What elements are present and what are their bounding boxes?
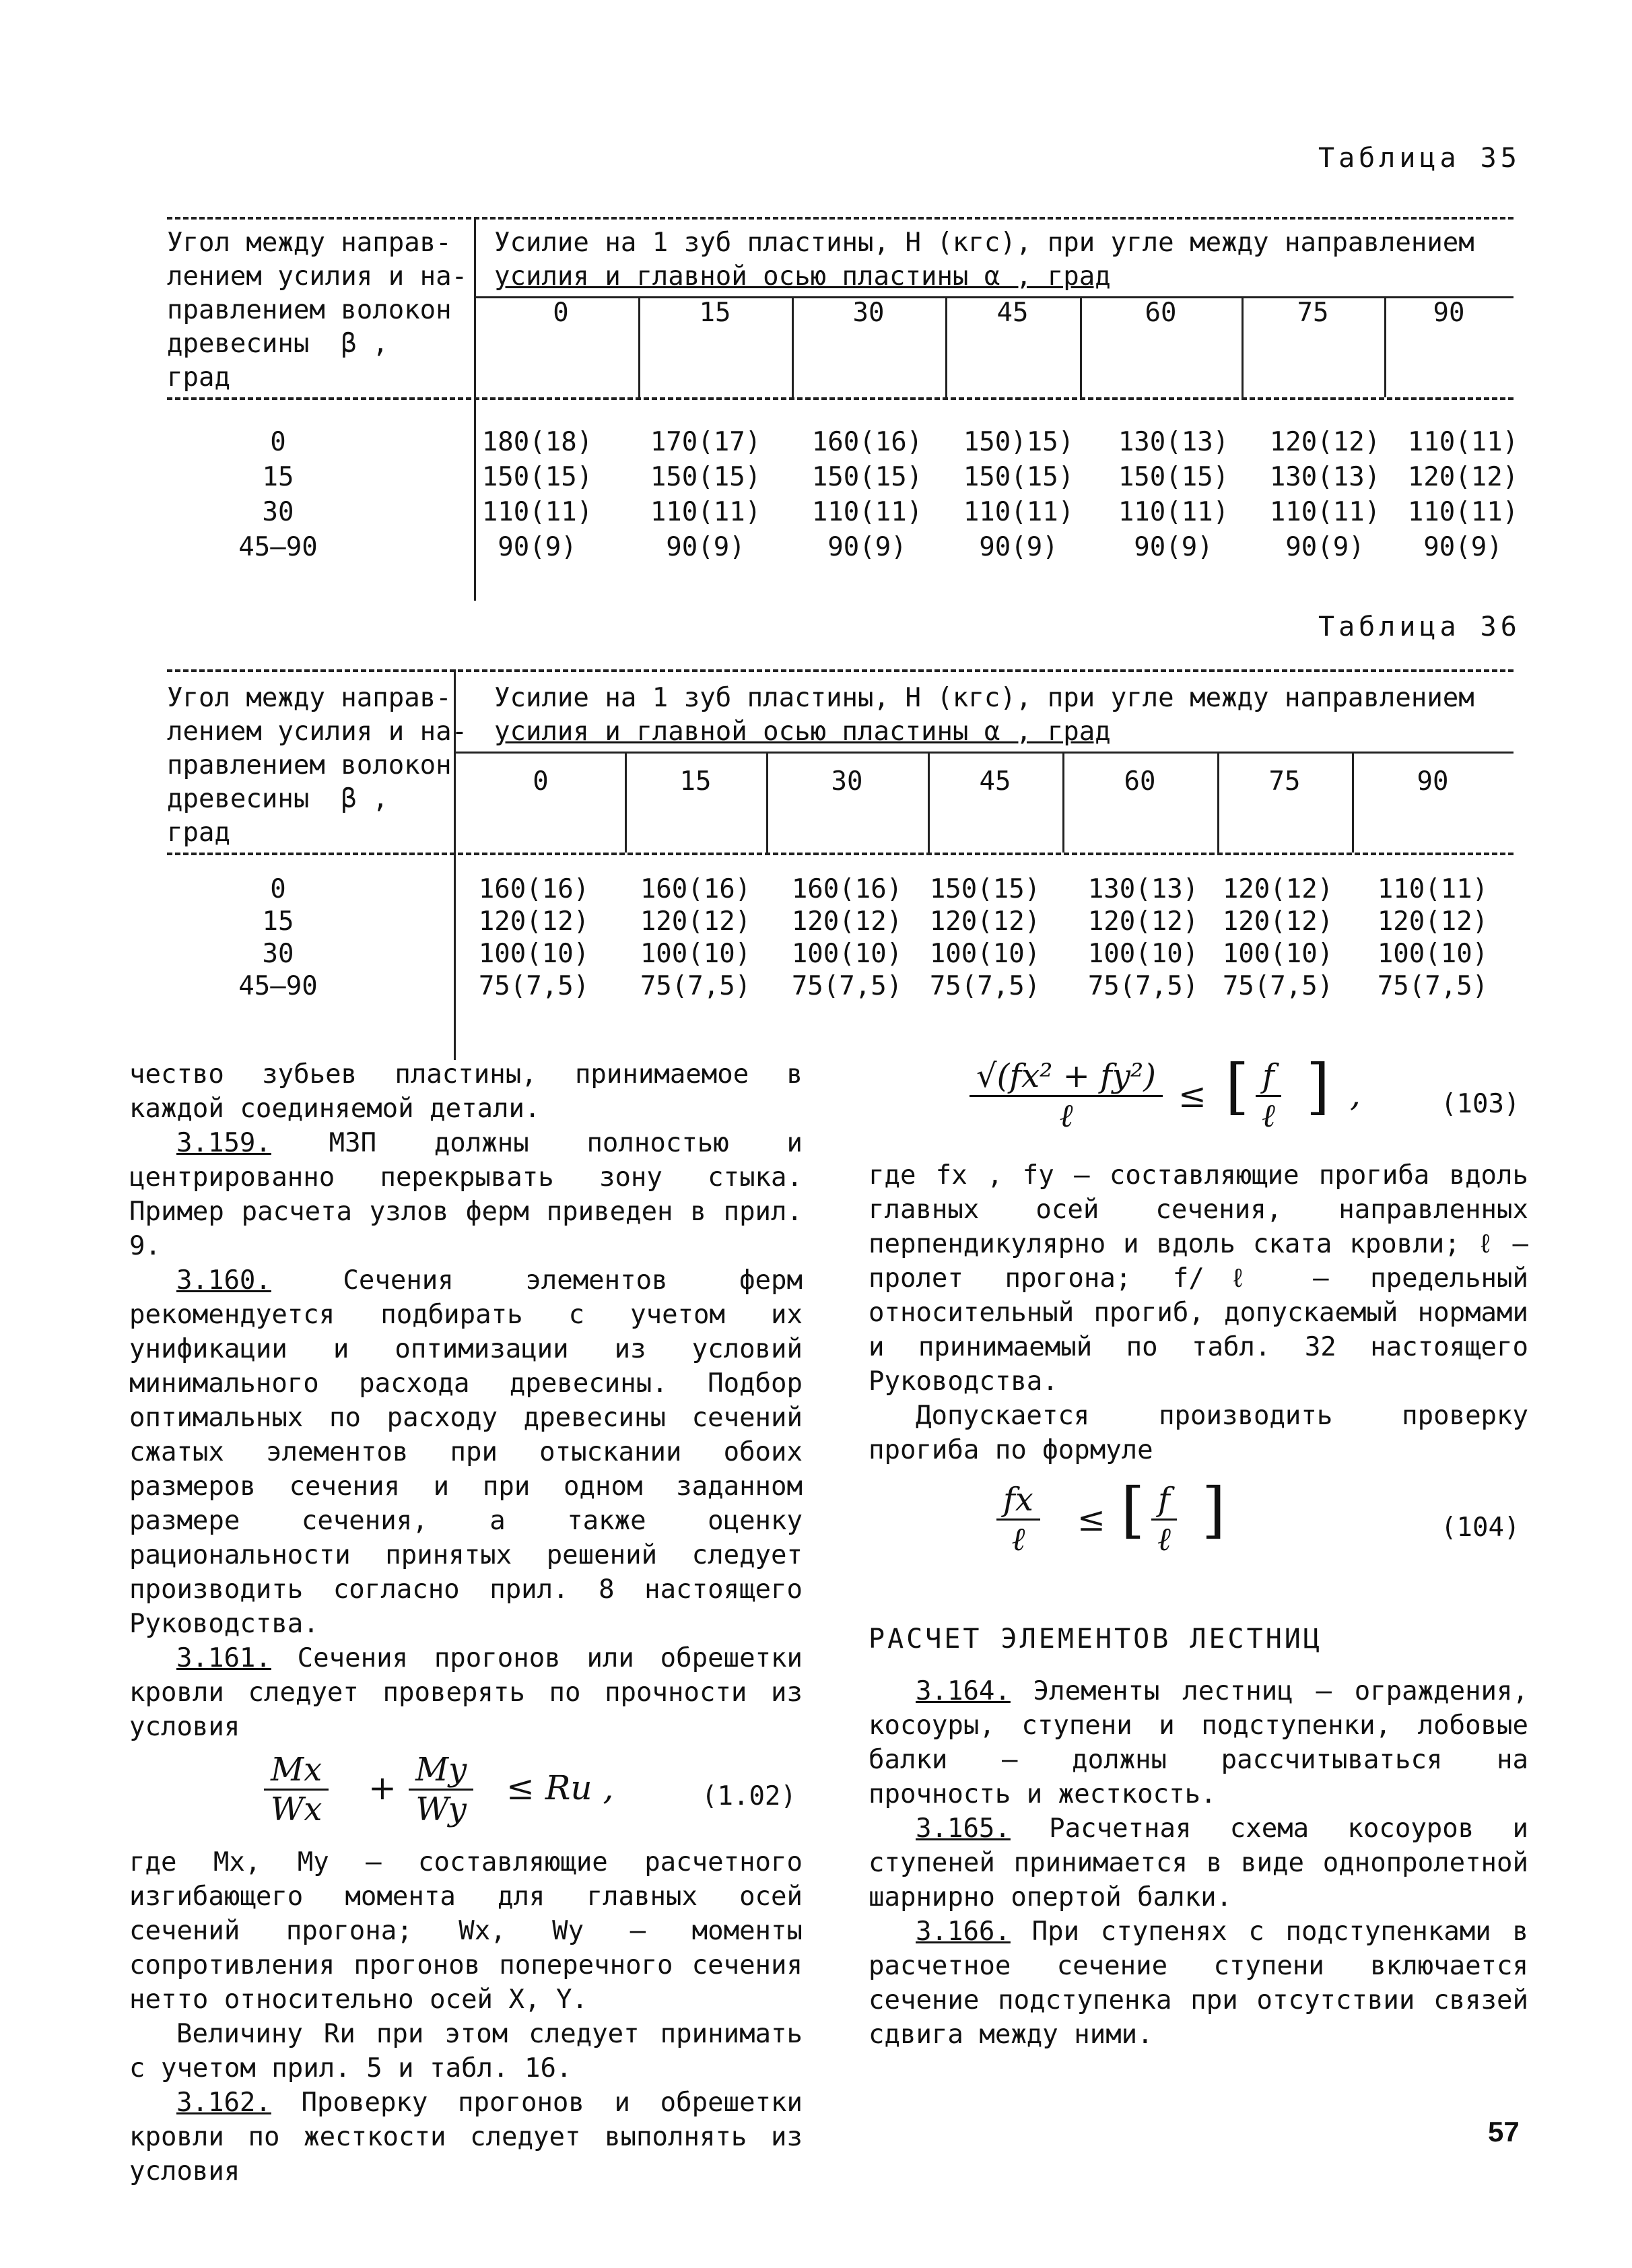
t36-cell: 120(12) — [478, 906, 590, 937]
t35-cell: 110(11) — [963, 497, 1075, 527]
paragraph-text: При ступенях с подступенками в расчетное сечение ступени включается сечение подступенка при отсутствии связей сдвига между ними. — [869, 1916, 1528, 2050]
t36-angle-75: 75 — [1268, 766, 1301, 797]
t35-cell: 90(9) — [1134, 532, 1213, 562]
paragraph-text: Сечения прогонов или обрешетки кровли следует проверять по прочности из условия — [129, 1643, 803, 1742]
t36-cell: 75(7,5) — [640, 971, 751, 1001]
table-36-caption: Таблица 36 — [1318, 611, 1521, 642]
t35-angle-75: 75 — [1297, 298, 1329, 328]
table-row — [167, 427, 1519, 462]
table-35-left-header: Угол между направ- лением усилия и на- правлением волокон древесины β , град — [167, 228, 468, 393]
paragraph: где fx , fy – составляющие прогиба вдоль главных осей сечения, направленных перпендикулярно и вдоль ската кровли; ℓ – пролет прогона; f/ℓ – предельный относительный прогиб, допускаемый нормами и принимаемый по табл. 32 настоящего Руководства. — [869, 1160, 1528, 1397]
denominator: Wx — [270, 1791, 322, 1828]
t36-angle-60: 60 — [1124, 766, 1156, 797]
fraction-deflection-root — [970, 1057, 1163, 1135]
spacer — [869, 1575, 1528, 1622]
plus-sign: + — [368, 1768, 397, 1807]
table-35-caption: Таблица 35 — [1318, 143, 1521, 174]
t36-cell: 120(12) — [640, 906, 751, 937]
table-36-left-header: Угол между направ- лением усилия и на- правлением волокон древесины β , град — [167, 683, 468, 848]
table-row — [167, 462, 1519, 497]
t36-cell: 120(12) — [1222, 906, 1334, 937]
t35-cell: 90(9) — [827, 532, 907, 562]
t36-cell: 100(10) — [791, 939, 903, 969]
table-row — [167, 906, 1514, 941]
t35-cell: 150)15) — [963, 427, 1075, 457]
t36-beta: 45–90 — [238, 971, 318, 1001]
t35-angle-30: 30 — [852, 298, 885, 328]
t35-cell: 160(16) — [811, 427, 923, 457]
t36-cell: 75(7,5) — [1222, 971, 1334, 1001]
clause-number: 3.161. — [176, 1643, 271, 1673]
t35-cell: 110(11) — [1118, 497, 1229, 527]
t35-cell: 120(12) — [1269, 427, 1381, 457]
clause-number: 3.164. — [916, 1676, 1011, 1706]
clause-number: 3.165. — [916, 1813, 1011, 1844]
denominator: ℓ — [1011, 1521, 1025, 1558]
page-number: 57 — [1488, 2116, 1520, 2147]
paragraph: где Mx, My – составляющие расчетного изгибающего момента для главных осей сечений прогона; Wx, Wy – моменты сопротивления прогонов поперечного сечения нетто относительно осей X, Y. — [129, 1847, 803, 2015]
t36-cell: 75(7,5) — [1087, 971, 1199, 1001]
paragraph-text: МЗП должны полностью и центрированно перекрывать зону стыка. Пример расчета узлов ферм приведен в прил. 9. — [129, 1128, 803, 1261]
t36-cell: 100(10) — [1222, 939, 1334, 969]
formula-rhs: ≤ Rи , — [506, 1768, 614, 1807]
table-35 — [167, 202, 1519, 579]
t36-cell: 150(15) — [929, 874, 1041, 904]
fraction-fx-l — [996, 1481, 1040, 1558]
equation-number: (103) — [1441, 1089, 1520, 1119]
t35-angle-15: 15 — [699, 298, 731, 328]
formula-104 — [869, 1467, 1528, 1575]
t36-cell: 120(12) — [1222, 874, 1334, 904]
t35-cell: 110(11) — [811, 497, 923, 527]
numerator: f — [1256, 1057, 1281, 1097]
spacer — [869, 1657, 1528, 1674]
t36-beta: 15 — [262, 906, 294, 937]
leq-sign: ≤ — [1077, 1500, 1106, 1539]
table-35-title-line2: усилия и главной осью пластины α , град — [494, 261, 1111, 292]
formula-102 — [129, 1744, 803, 1845]
equation-number: (1.02) — [702, 1781, 796, 1811]
t35-cell: 90(9) — [666, 532, 745, 562]
t36-cell: 130(13) — [1087, 874, 1199, 904]
table-36-top-rule — [167, 669, 1514, 672]
t35-cell: 110(11) — [1269, 497, 1381, 527]
paragraph-text: Расчетная схема косоуров и ступеней принимается в виде однопролетной шарнирно опертой балки. — [869, 1813, 1528, 1912]
numerator: √(fx² + fy²) — [970, 1057, 1163, 1097]
right-bracket: ] — [1306, 1051, 1330, 1122]
t35-cell: 170(17) — [650, 427, 761, 457]
table-row — [167, 497, 1519, 532]
paragraph-3-166 — [869, 1914, 1528, 2052]
t35-cell: 150(15) — [650, 462, 761, 492]
t35-cell: 120(12) — [1407, 462, 1519, 492]
t35-beta: 0 — [270, 427, 286, 457]
t36-cell: 110(11) — [1377, 874, 1489, 904]
t35-cell: 110(11) — [481, 497, 593, 527]
left-bracket: [ — [1121, 1475, 1145, 1545]
paragraph-text: Проверку прогонов и обрешетки кровли по жесткости следует выполнять из условия — [129, 2088, 803, 2187]
clause-number: 3.162. — [176, 2088, 271, 2118]
fraction-f-l — [1256, 1057, 1281, 1135]
t35-angle-90: 90 — [1433, 298, 1465, 328]
table-35-header-bottom-rule — [167, 397, 1514, 400]
t35-cell: 130(13) — [1269, 462, 1381, 492]
t36-cell: 100(10) — [478, 939, 590, 969]
clause-number: 3.160. — [176, 1265, 271, 1296]
t35-cell: 150(15) — [1118, 462, 1229, 492]
paragraph-text: Сечения элементов ферм рекомендуется подбирать с учетом их унификации и оптимизации из условий минимального расхода древесины. Подбор оптимальных по расходу древесины сечений сжатых элементов при отыскании обоих размеров сечения и при одном заданном размере сечения, а также оценку рациональности принятых решений следует производить согласно прил. 8 настоящего Руководства. — [129, 1265, 803, 1639]
t36-cell: 160(16) — [640, 874, 751, 904]
paragraph: Допускается производить проверку прогиба по формуле — [869, 1401, 1528, 1465]
t36-cell: 160(16) — [791, 874, 903, 904]
paragraph-text: Элементы лестниц – ограждения, косоуры, ступени и подступенки, лобовые балки – должны рассчитываться на прочность и жесткость. — [869, 1676, 1528, 1809]
t36-beta: 0 — [270, 874, 286, 904]
t36-angle-90: 90 — [1417, 766, 1449, 797]
t35-cell: 90(9) — [1423, 532, 1503, 562]
formula-103 — [869, 1050, 1528, 1158]
t35-angle-60: 60 — [1145, 298, 1177, 328]
paragraph: Величину Rи при этом следует принимать с учетом прил. 5 и табл. 16. — [129, 2019, 803, 2083]
fraction-my-wy — [409, 1751, 473, 1828]
t36-angle-0: 0 — [533, 766, 549, 797]
t35-cell: 110(11) — [1407, 497, 1519, 527]
numerator: f — [1151, 1481, 1177, 1521]
t36-cell: 100(10) — [640, 939, 751, 969]
denominator: ℓ — [1059, 1097, 1073, 1135]
section-heading: РАСЧЕТ ЭЛЕМЕНТОВ ЛЕСТНИЦ — [869, 1624, 1322, 1655]
paragraph-3-161 — [129, 1641, 803, 1744]
clause-number: 3.159. — [176, 1128, 271, 1158]
clause-number: 3.166. — [916, 1916, 1011, 1947]
paragraph: чество зубьев пластины, принимаемое в каждой соединяемой детали. — [129, 1059, 803, 1124]
t36-beta: 30 — [262, 939, 294, 969]
t35-cell: 150(15) — [811, 462, 923, 492]
numerator: My — [409, 1751, 473, 1791]
denominator: ℓ — [1157, 1521, 1171, 1558]
t36-cell: 100(10) — [1087, 939, 1199, 969]
t36-angle-30: 30 — [831, 766, 863, 797]
t36-cell: 120(12) — [1377, 906, 1489, 937]
table-row — [167, 971, 1514, 1006]
t36-cell: 160(16) — [478, 874, 590, 904]
table-35-title-line1: Усилие на 1 зуб пластины, Н (кгс), при угле между направлением — [494, 228, 1474, 258]
table-row — [167, 939, 1514, 974]
t36-cell: 120(12) — [791, 906, 903, 937]
denominator: ℓ — [1261, 1097, 1275, 1135]
t35-cell: 150(15) — [963, 462, 1075, 492]
t35-beta: 30 — [262, 497, 294, 527]
paragraph-3-164 — [869, 1674, 1528, 1811]
table-row — [167, 532, 1514, 567]
t35-beta: 45–90 — [238, 532, 318, 562]
right-column — [869, 1050, 1528, 2052]
t35-cell: 90(9) — [1285, 532, 1365, 562]
fraction-mx-wx — [264, 1751, 329, 1828]
table-36-subheader-rule — [455, 752, 1514, 754]
t35-beta: 15 — [262, 462, 294, 492]
t36-cell: 120(12) — [1087, 906, 1199, 937]
t35-cell: 110(11) — [650, 497, 761, 527]
t36-angle-45: 45 — [979, 766, 1011, 797]
t36-cell: 100(10) — [929, 939, 1041, 969]
t35-cell: 90(9) — [498, 532, 577, 562]
table-36 — [167, 655, 1514, 1032]
t36-cell: 75(7,5) — [929, 971, 1041, 1001]
t35-cell: 180(18) — [481, 427, 593, 457]
t35-angle-0: 0 — [553, 298, 569, 328]
leq-sign: ≤ — [1178, 1076, 1206, 1115]
t35-cell: 130(13) — [1118, 427, 1229, 457]
denominator: Wy — [415, 1791, 467, 1828]
table-36-title-line2: усилия и главной осью пластины α , град — [494, 716, 1111, 747]
t35-cell: 90(9) — [979, 532, 1058, 562]
t36-cell: 75(7,5) — [478, 971, 590, 1001]
t36-cell: 75(7,5) — [791, 971, 903, 1001]
equation-number: (104) — [1441, 1512, 1520, 1543]
t36-cell: 100(10) — [1377, 939, 1489, 969]
fraction-f-l — [1151, 1481, 1177, 1558]
paragraph-3-159 — [129, 1126, 803, 1263]
left-bracket: [ — [1225, 1051, 1250, 1122]
t36-cell: 75(7,5) — [1377, 971, 1489, 1001]
paragraph-3-160 — [129, 1263, 803, 1641]
right-bracket: ] — [1202, 1475, 1226, 1545]
t36-angle-15: 15 — [679, 766, 712, 797]
t36-cell: 120(12) — [929, 906, 1041, 937]
table-36-header-bottom-rule — [167, 853, 1514, 855]
paragraph-3-162 — [129, 2086, 803, 2189]
table-35-top-rule — [167, 217, 1514, 220]
paragraph-3-165 — [869, 1811, 1528, 1914]
left-column — [129, 1057, 803, 2189]
table-36-title-line1: Усилие на 1 зуб пластины, Н (кгс), при угле между направлением — [494, 683, 1474, 713]
t35-cell: 110(11) — [1407, 427, 1519, 457]
table-row — [167, 874, 1514, 909]
comma: , — [1350, 1075, 1361, 1114]
t35-cell: 150(15) — [481, 462, 593, 492]
t35-angle-45: 45 — [996, 298, 1029, 328]
numerator: fx — [996, 1481, 1040, 1521]
numerator: Mx — [264, 1751, 329, 1791]
